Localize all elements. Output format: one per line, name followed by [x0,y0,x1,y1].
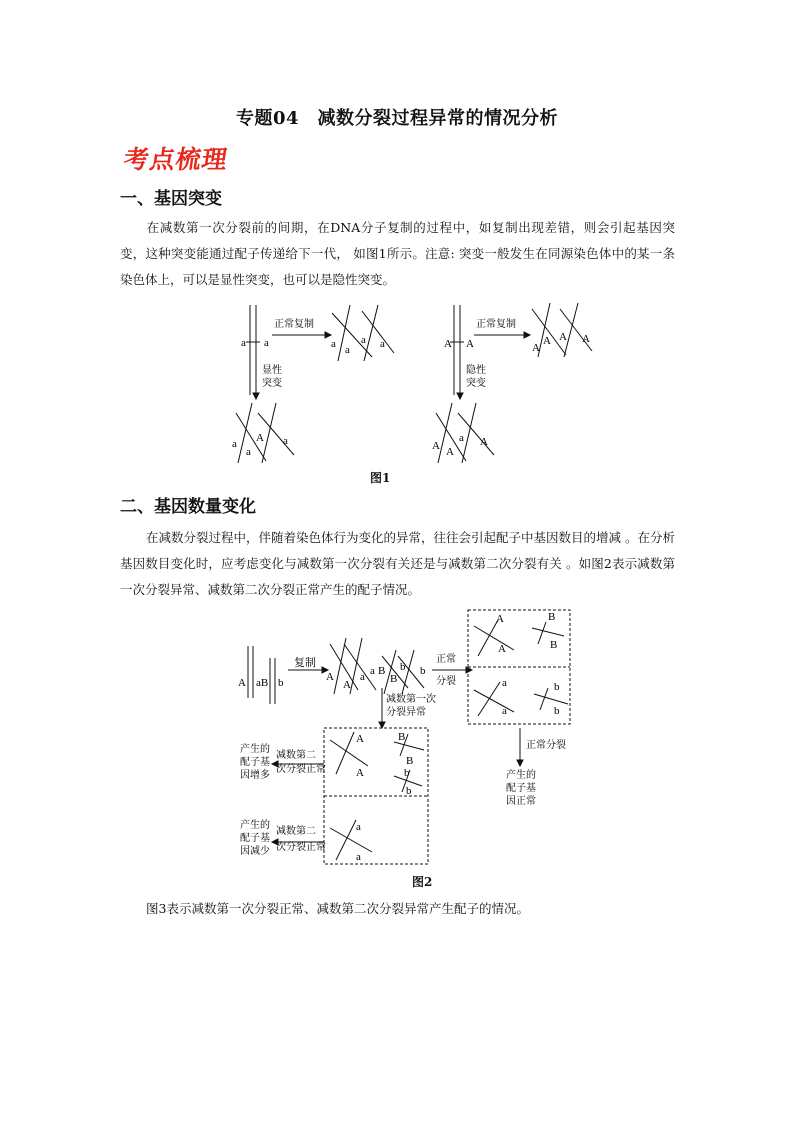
fig2-box-gene-b1: b [554,681,560,693]
fig2-m2-normal-a2: 次分裂正常 [276,764,326,775]
fig1-left-arrow-label: 正常复制 [274,319,314,330]
fig2-dup-gene-A1: A [326,671,334,683]
fig1-left-mut-label-2: 突变 [262,378,282,389]
heading-gene-quantity: 二、基因数量变化 [120,497,256,517]
fig2-dec-gene-a2: a [356,851,361,863]
fig1-right-dup-gene-2: A [543,335,551,347]
fig1-left-dup-gene-3: a [361,334,366,346]
fig2-normal-label-1: 正常 [436,654,456,665]
fig2-decrease-2: 配子基 [240,833,270,844]
fig2-box-gene-B2: B [550,639,558,651]
fig2-abnormal-label-1: 减数第一次 [386,694,436,705]
fig1-left-mut-gene-2: a [246,446,251,458]
fig1-right-gene-1: A [444,338,452,350]
fig2-m2-normal-a1: 减数第二 [276,750,316,761]
fig1-right-mut-gene-1: A [432,440,440,452]
figure-2 [0,604,794,888]
fig1-left-dup-gene-4: a [380,338,385,350]
fig1-left-mut-gene-1: a [232,438,237,450]
fig2-box-gene-B1: B [548,611,556,623]
fig1-right-arrow-label: 正常复制 [476,319,516,330]
fig2-result-normal-1: 产生的 [506,770,536,781]
fig2-dup-gene-b2: b [420,665,426,677]
heading-gene-mutation: 一、基因突变 [120,189,222,209]
fig2-decrease-3: 因减少 [240,846,270,857]
fig2-abnormal-label-2: 分裂异常 [386,707,426,718]
fig2-result-normal-2: 配子基 [506,783,536,794]
fig2-dec-gene-a1: a [356,821,361,833]
fig2-dup-gene-B1: B [378,665,386,677]
fig2-inc-gene-A1: A [356,733,364,745]
fig1-right-dup-gene-1: A [532,342,540,354]
figure-1-caption: 图1 [370,471,391,485]
paragraph-gene-mutation [120,215,675,293]
fig2-dup-gene-A2: A [343,679,351,691]
fig2-increase-1: 产生的 [240,744,270,755]
fig2-inc-gene-b1: b [404,767,410,779]
paragraph-gene-quantity [120,525,675,603]
paragraph-gene-quantity-text: 在减数分裂过程中，伴随着染色体行为变化的异常，往往会引起配子中基因数目的增减 。在分析基因数目变化时，应考虑变化与减数第一次分裂有关还是与减数第二次分裂有关 。如图2表示减数第一次分裂异常、减数第二次分裂正常产生的配子情况。 [120,530,675,597]
fig2-right-normal-label: 正常分裂 [526,740,566,751]
figure-1 [0,295,794,485]
fig2-increase-2: 配子基 [240,757,270,768]
fig1-left-mut-gene-4: a [283,435,288,447]
figure-2-caption: 图2 [412,875,433,889]
fig1-right-dup-gene-4: A [582,333,590,345]
page-title: 专题04 减数分裂过程异常的情况分析 [235,108,559,129]
fig2-copy-label: 复制 [294,656,316,669]
fig1-right-gene-2: A [466,338,474,350]
fig2-m2-normal-b2: 次分裂正常 [276,842,326,853]
fig1-right-mut-label-1: 隐性 [466,365,486,376]
fig1-left-gene-2: a [264,337,269,349]
fig2-dup-gene-a: a [360,671,365,683]
fig2-normal-label-2: 分裂 [436,676,456,687]
fig1-left-mut-gene-3: A [256,432,264,444]
fig2-box-gene-a2: a [502,705,507,717]
fig1-left-dup-gene-2: a [345,344,350,356]
fig1-left-mut-label-1: 显性 [262,365,282,376]
fig2-inc-gene-B1: B [398,731,406,743]
fig2-start-gene-1: A [238,677,246,689]
fig1-right-mut-label-2: 突变 [466,378,486,389]
bottom-paragraph: 图3表示减数第一次分裂正常、减数第二次分裂异常产生配子的情况。 [146,901,529,916]
paragraph-gene-mutation-text: 在减数第一次分裂前的间期，在DNA分子复制的过程中，如复制出现差错，则会引起基因突变，这种突变能通过配子传递给下一代， 如图1所示。注意: 突变一般发生在同源染色体中的某一条染色体上，可以是显性突变，也可以是隐性突变。 [120,220,675,287]
fig2-dup-gene-b1: b [400,661,406,673]
fig2-result-normal-3: 因正常 [506,796,536,807]
fig1-right-dup-gene-3: A [559,331,567,343]
fig2-inc-gene-b2: b [406,785,412,797]
fig2-box-gene-A2: A [498,643,506,655]
fig2-start-gene-3: b [278,677,284,689]
fig2-increase-3: 因增多 [240,770,270,781]
fig2-dup-gene-a2: a [370,665,375,677]
fig1-right-mut-gene-3: a [459,432,464,444]
fig2-m2-normal-b1: 减数第二 [276,826,316,837]
fig2-dup-gene-B2: B [390,673,398,685]
fig2-box-gene-A1: A [496,613,504,625]
fig2-box-gene-a1: a [502,677,507,689]
fig1-right-mut-gene-2: A [446,446,454,458]
fig2-inc-gene-B2: B [406,755,414,767]
fig2-start-gene-2: aB [256,677,269,689]
fig1-right-mut-gene-4: A [480,436,488,448]
fig2-decrease-1: 产生的 [240,820,270,831]
section-banner: 考点梳理 [121,145,230,174]
fig1-left-gene-1: a [241,337,246,349]
fig2-box-gene-b2: b [554,705,560,717]
fig2-inc-gene-A2: A [356,767,364,779]
fig1-left-dup-gene-1: a [331,338,336,350]
